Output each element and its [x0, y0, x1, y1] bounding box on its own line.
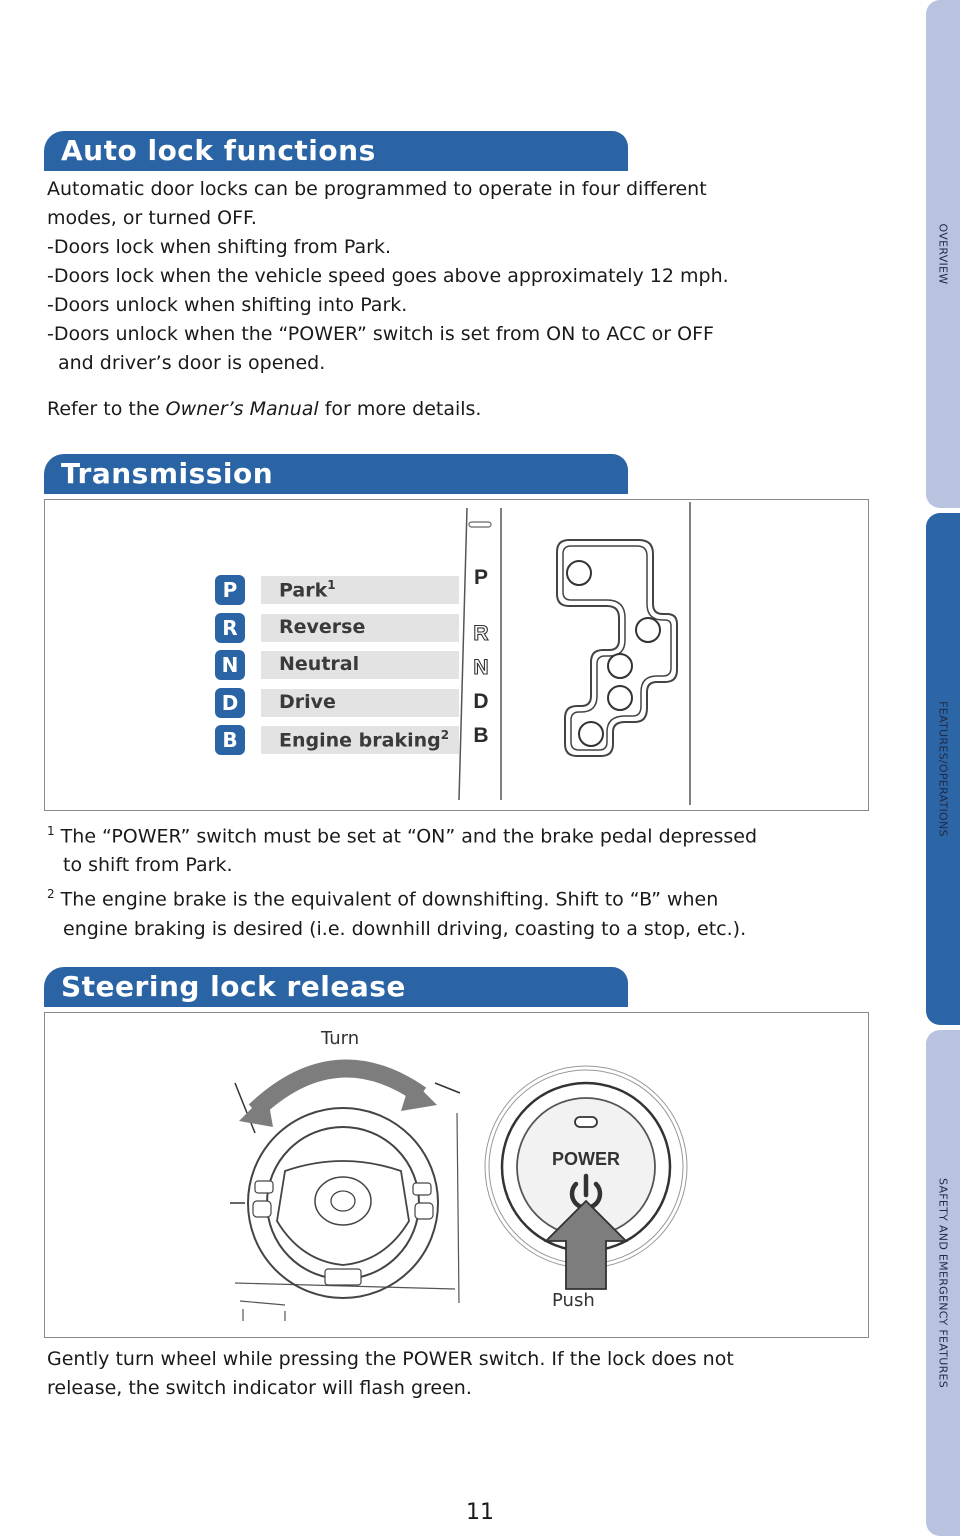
page-number: 11 — [466, 1500, 494, 1525]
push-label: Push — [552, 1290, 595, 1311]
shifter-letter: D — [473, 690, 489, 713]
refer-prefix: Refer to the — [47, 398, 166, 420]
auto-lock-line: -Doors unlock when the “POWER” switch is set from ON to ACC or OFF — [47, 323, 714, 345]
shifter-letter: P — [473, 566, 489, 589]
steering-header — [44, 967, 628, 1007]
auto-lock-body — [47, 175, 729, 378]
footnote-1-cont: to shift from Park. — [63, 854, 233, 877]
tab-safety-emergency[interactable] — [926, 1030, 960, 1536]
tab-safety-label: SAFETY AND EMERGENCY FEATURES — [936, 1177, 950, 1389]
footnote-2-cont: engine braking is desired (i.e. downhill driving, coasting to a stop, etc.). — [63, 917, 747, 940]
tab-overview[interactable] — [926, 0, 960, 508]
steering-title: Steering lock release — [61, 970, 406, 1003]
tab-features-operations[interactable] — [926, 513, 960, 1025]
gear-label: Drive — [279, 691, 336, 713]
steering-wheel-illustration — [225, 1053, 465, 1325]
owners-manual-ref: Owner’s Manual — [165, 398, 319, 420]
steering-line: release, the switch indicator will flash green. — [47, 1377, 472, 1399]
refer-line — [47, 395, 481, 424]
footnote-1: $^1$ The “POWER” switch must be set at “ON” and the brake pedal depressed — [47, 824, 758, 848]
tab-overview-label: OVERVIEW — [936, 223, 950, 285]
auto-lock-line: -Doors unlock when shifting into Park. — [47, 294, 408, 316]
gear-label: Engine braking$^2$ — [279, 728, 450, 752]
transmission-title: Transmission — [61, 457, 274, 490]
auto-lock-title: Auto lock functions — [61, 134, 376, 167]
gear-bar — [261, 726, 459, 754]
steering-body — [47, 1345, 734, 1403]
gear-badge: N — [215, 650, 245, 680]
auto-lock-line: Automatic door locks can be programmed to operate in four different — [47, 178, 707, 200]
tab-features-label: FEATURES/OPERATIONS — [936, 701, 950, 837]
shift-gate-illustration — [445, 500, 745, 810]
gear-label: Park$^1$ — [279, 578, 336, 602]
gear-badge: R — [215, 613, 245, 643]
transmission-header — [44, 454, 628, 494]
gear-badge: P — [215, 575, 245, 605]
auto-lock-line: -Doors lock when the vehicle speed goes above approximately 12 mph. — [47, 265, 729, 287]
transmission-footnotes — [47, 817, 757, 944]
refer-suffix: for more details. — [318, 398, 482, 420]
auto-lock-line: modes, or turned OFF. — [47, 207, 257, 229]
gear-badge: B — [215, 725, 245, 755]
shifter-letter: B — [473, 724, 489, 747]
auto-lock-header — [44, 131, 628, 171]
gear-bar — [261, 576, 459, 604]
gear-bar — [261, 651, 459, 679]
auto-lock-line: and driver’s door is opened. — [58, 352, 326, 374]
power-button-label: POWER — [551, 1149, 621, 1169]
turn-label: Turn — [321, 1028, 360, 1049]
power-button-illustration — [482, 1063, 692, 1293]
transmission-figure — [44, 499, 869, 811]
auto-lock-line: -Doors lock when shifting from Park. — [47, 236, 392, 258]
shifter-letter: N — [473, 656, 489, 679]
gear-label: Reverse — [279, 616, 366, 638]
gear-bar — [261, 689, 459, 717]
gear-badge: D — [215, 688, 245, 718]
footnote-2: $^2$ The engine brake is the equivalent of downshifting. Shift to “B” when — [47, 887, 719, 911]
gear-label: Neutral — [279, 653, 360, 675]
shifter-letter: R — [473, 622, 489, 645]
gear-bar — [261, 614, 459, 642]
steering-line: Gently turn wheel while pressing the POWER switch. If the lock does not — [47, 1348, 734, 1370]
steering-figure — [44, 1012, 869, 1338]
